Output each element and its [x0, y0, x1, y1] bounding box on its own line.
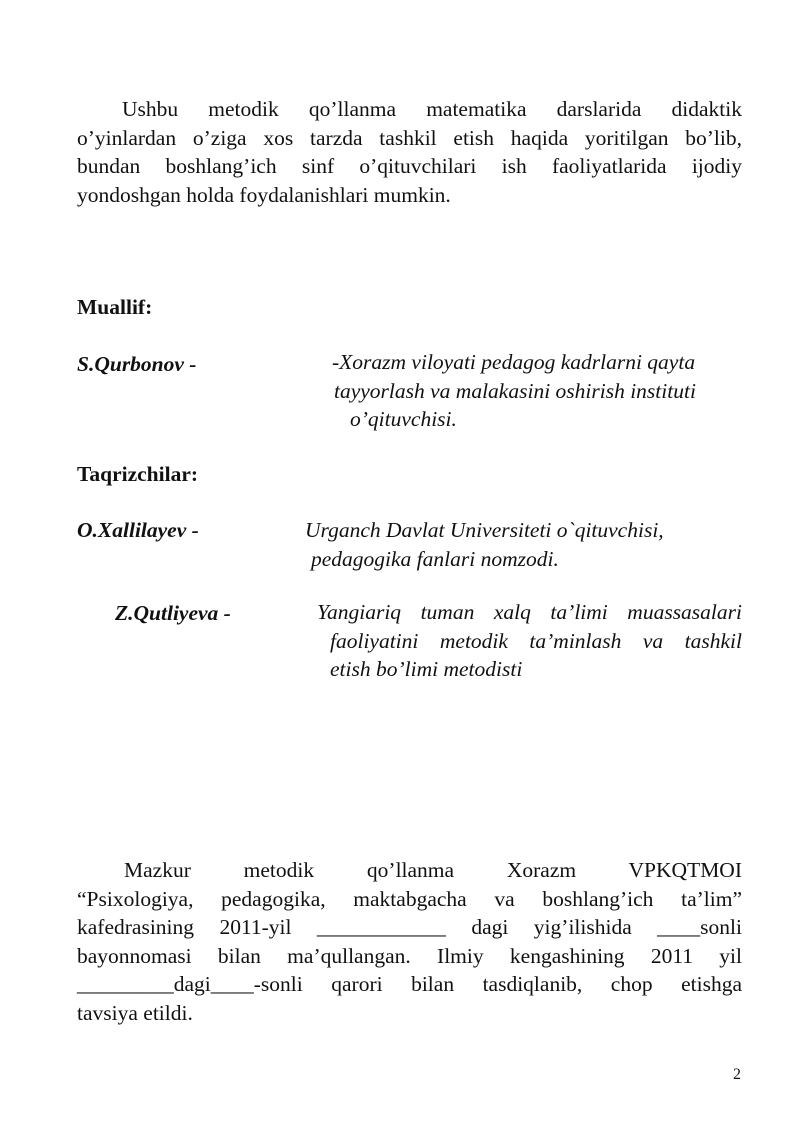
reviewer-description-line: pedagogika fanlari nomzodi. [311, 546, 559, 571]
approval-line: “Psixologiya, pedagogika, maktabgacha va boshlang’ich ta’lim” [77, 886, 742, 911]
author-description-line: o’qituvchisi. [350, 407, 457, 431]
approval-line: _________dagi____-sonli qarori bilan tasdiqlanib, chop etishga [77, 972, 742, 996]
reviewer-description-line: Urganch Davlat Universiteti o`qituvchisi, [305, 518, 664, 542]
approval-line: Mazkur metodik qo’llanma Xorazm VPKQTMOI [124, 858, 742, 882]
author-description [332, 348, 696, 434]
author-description-line: -Xorazm viloyati pedagog kadrlarni qayta [332, 350, 696, 374]
intro-paragraph [77, 95, 742, 209]
intro-line: o’yinlardan o’ziga xos tarzda tashkil etish haqida yoritilgan bo’lib, [77, 125, 742, 150]
author-description-line: tayyorlash va malakasini oshirish instituti [334, 378, 696, 403]
reviewer-name: Z.Qutliyeva - [115, 601, 231, 625]
approval-line: kafedrasining 2011-yil ____________ dagi yig’ilishida ____sonli [77, 915, 742, 939]
reviewers-heading: Taqrizchilar: [77, 462, 199, 486]
intro-line: bundan boshlang’ich sinf o’qituvchilari ish faoliyatlarida ijodiy [77, 154, 742, 178]
reviewer-description-line: etish bo’limi metodisti [330, 657, 523, 681]
author-name: S.Qurbonov - [77, 352, 197, 376]
reviewer-description-line: faoliyatini metodik ta’minlash va tashkil [330, 628, 742, 653]
reviewer-name: O.Xallilayev - [77, 518, 199, 542]
reviewer-description [305, 516, 664, 573]
intro-line: yondoshgan holda foydalanishlari mumkin. [77, 182, 451, 207]
approval-line: bayonnomasi bilan ma’qullangan. Ilmiy kengashining 2011 yil [77, 943, 742, 968]
reviewer-description-line: Yangiariq tuman xalq ta’limi muassasalari [317, 600, 742, 624]
intro-line: Ushbu metodik qo’llanma matematika darslarida didaktik [122, 97, 742, 121]
approval-paragraph [77, 856, 742, 1027]
approval-line: tavsiya etildi. [77, 1000, 193, 1025]
reviewer-description [317, 598, 742, 684]
page-number: 2 [733, 1066, 741, 1083]
author-heading: Muallif: [77, 295, 153, 319]
